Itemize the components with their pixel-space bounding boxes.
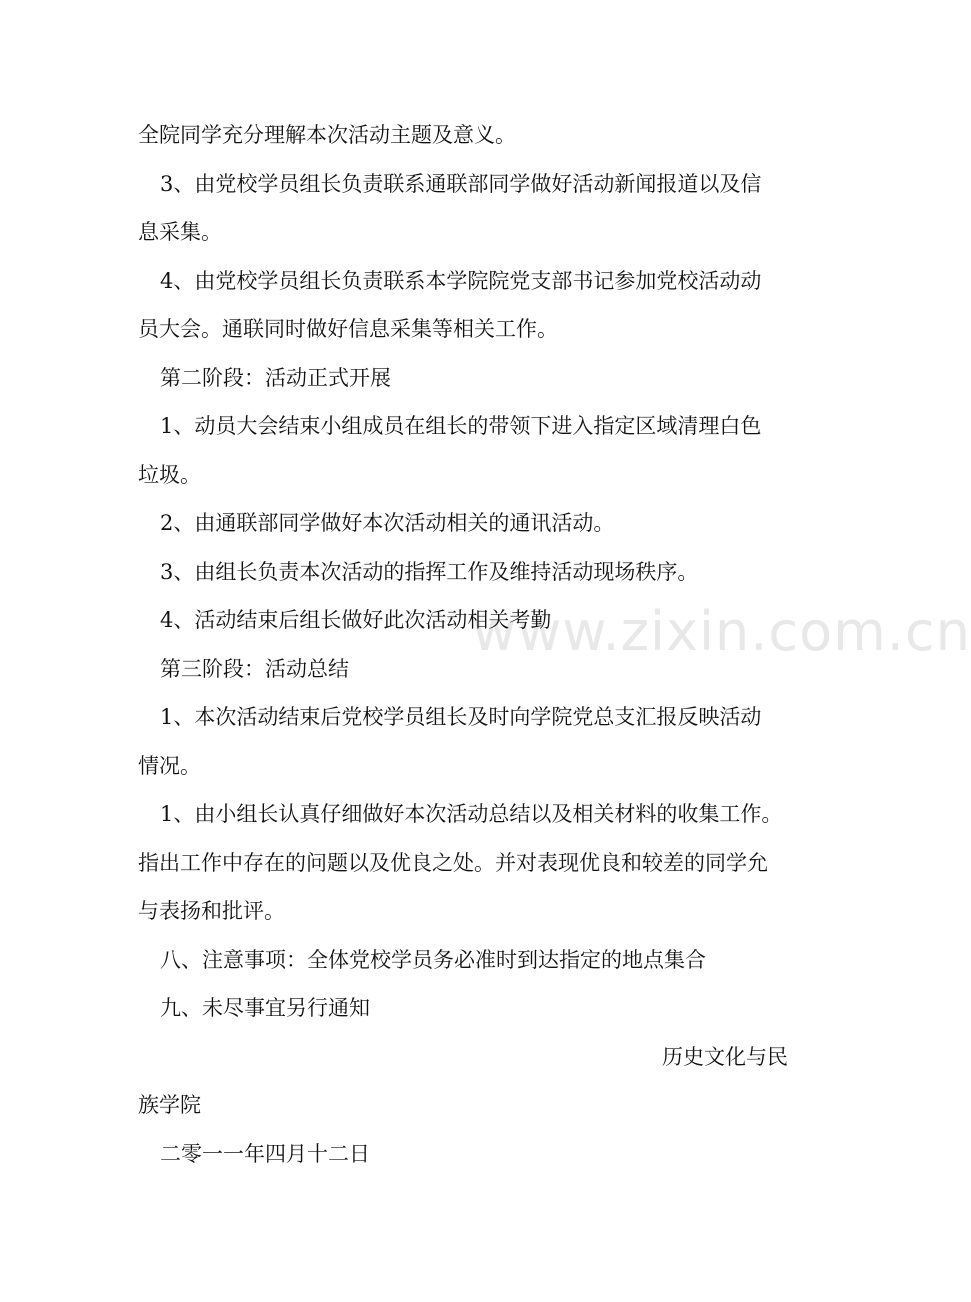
- paragraph-line: 2、由通联部同学做好本次活动相关的通讯活动。: [160, 511, 615, 535]
- paragraph-line: 1、本次活动结束后党校学员组长及时向学院党总支汇报反映活动: [160, 705, 762, 729]
- paragraph-line: 指出工作中存在的问题以及优良之处。并对表现优良和较差的同学允: [138, 850, 768, 875]
- section-heading: 第三阶段：活动总结: [160, 656, 349, 681]
- paragraph-line: 垃圾。: [138, 462, 201, 487]
- paragraph-line: 1、动员大会结束小组成员在组长的带领下进入指定区域清理白色: [160, 414, 762, 438]
- paragraph-line: 3、由党校学员组长负责联系通联部同学做好活动新闻报道以及信: [160, 171, 762, 196]
- notice-line: 八、注意事项：全体党校学员务必准时到达指定的地点集合: [160, 947, 706, 972]
- paragraph-line: 4、活动结束后组长做好此次活动相关考勤: [160, 608, 552, 632]
- paragraph-line: 情况。: [138, 753, 201, 778]
- paragraph-line: 3、由组长负责本次活动的指挥工作及维持活动现场秩序。: [160, 559, 699, 584]
- signature-org-continued: 族学院: [138, 1093, 201, 1117]
- paragraph-line: 息采集。: [138, 220, 222, 244]
- paragraph-line: 4、由党校学员组长负责联系本学院院党支部书记参加党校活动动: [160, 268, 762, 293]
- notice-line: 九、未尽事宜另行通知: [160, 996, 370, 1020]
- document-body: [138, 111, 788, 1178]
- paragraph-line: 员大会。通联同时做好信息采集等相关工作。: [138, 317, 558, 341]
- section-heading: 第二阶段：活动正式开展: [160, 365, 391, 390]
- watermark: www.zixin.com.cn: [472, 600, 971, 663]
- signature-org: 历史文化与民: [662, 1044, 788, 1069]
- paragraph-line: 1、由小组长认真仔细做好本次活动总结以及相关材料的收集工作。: [160, 802, 783, 826]
- paragraph-line: 全院同学充分理解本次活动主题及意义。: [138, 123, 516, 147]
- paragraph-line: 与表扬和批评。: [138, 899, 285, 923]
- signature-date: 二零一一年四月十二日: [160, 1141, 370, 1166]
